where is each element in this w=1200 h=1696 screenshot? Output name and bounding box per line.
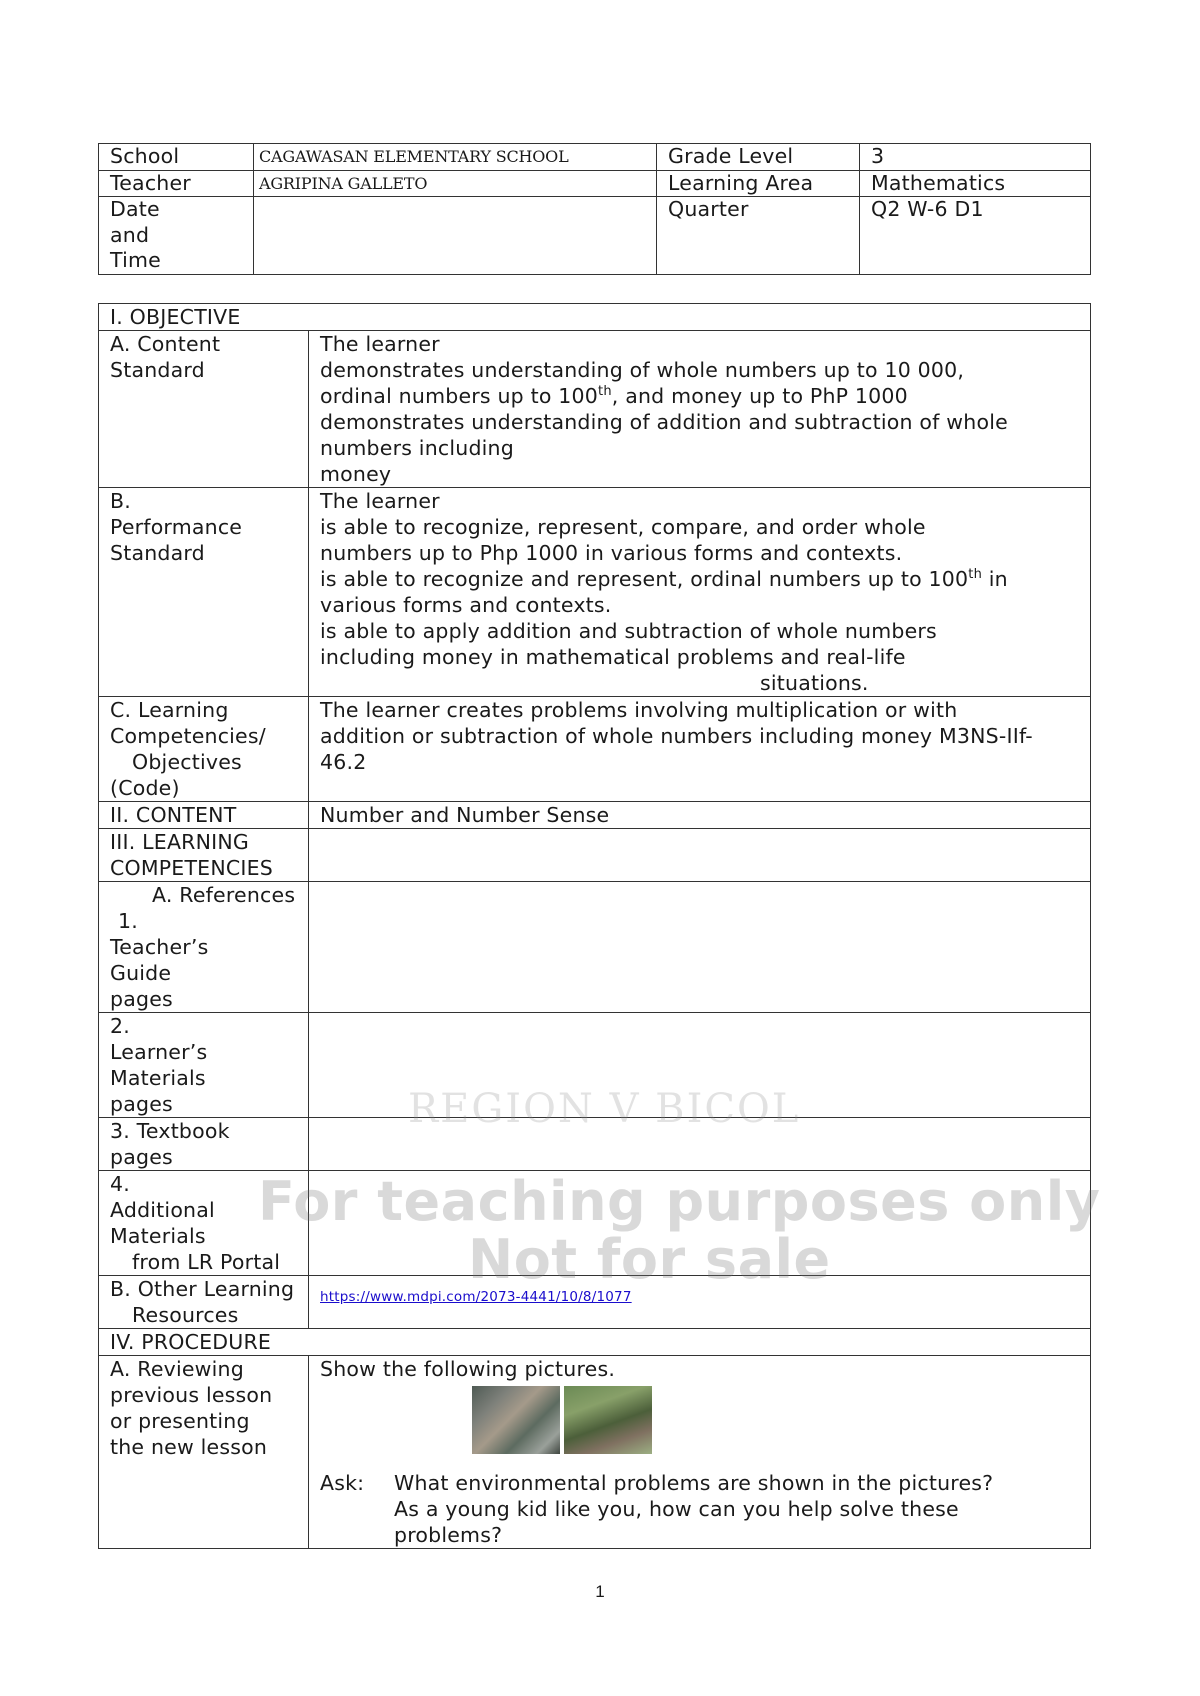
label-line: C. Learning (110, 698, 229, 722)
superscript: th (598, 384, 612, 400)
text-line: numbers up to Php 1000 in various forms and contexts. (320, 541, 903, 565)
text-line: Show the following pictures. (320, 1357, 616, 1381)
other-resources-value (309, 1276, 1091, 1329)
reviewing-label (99, 1356, 309, 1549)
label-line: Resources (132, 1303, 239, 1327)
learning-competencies-text (309, 697, 1091, 802)
label-line: Additional (110, 1198, 215, 1222)
text-line: The learner creates problems involving multiplication or with (320, 698, 958, 722)
text-line: demonstrates understanding of whole numbers up to 10 000, (320, 358, 965, 382)
ask-block (320, 1470, 1079, 1548)
label-line: Competencies/ (110, 724, 266, 748)
flood-photo (472, 1386, 560, 1454)
ask-questions (394, 1470, 1079, 1548)
label-line: previous lesson (110, 1383, 273, 1407)
label-line: COMPETENCIES (110, 856, 273, 880)
label-line: pages (110, 1145, 173, 1169)
text-line: demonstrates understanding of addition and subtraction of whole (320, 410, 1008, 434)
text-line: , and money up to PhP 1000 (611, 384, 908, 408)
text-line: various forms and contexts. (320, 593, 612, 617)
superscript: th (968, 567, 983, 583)
content-label: II. CONTENT (99, 802, 309, 829)
quarter-label: Quarter (657, 197, 860, 275)
label-line: Standard (110, 541, 205, 565)
content-standard-text (309, 331, 1091, 488)
label-line: Standard (110, 358, 205, 382)
label-line: Performance (110, 515, 243, 539)
text-line: addition or subtraction of whole numbers including money M3NS-IIf- (320, 724, 1033, 748)
lesson-plan-table (98, 303, 1091, 1549)
text-line: 46.2 (320, 750, 367, 774)
text-line: What environmental problems are shown in the pictures? (394, 1471, 994, 1495)
reviewing-text (309, 1356, 1091, 1549)
date-label-line: and (110, 222, 150, 247)
label-line: Objectives (132, 750, 242, 774)
learning-competencies-label (99, 697, 309, 802)
label-line: Learner’s (110, 1040, 208, 1064)
label-line: Guide (110, 961, 172, 985)
text-line: is able to apply addition and subtraction of whole numbers (320, 619, 937, 643)
label-line: III. LEARNING (110, 830, 250, 854)
label-line: B. (110, 489, 131, 513)
text-line: in (982, 567, 1008, 591)
watermark-line-2: Not for sale (468, 1228, 831, 1291)
performance-standard-label (99, 488, 309, 697)
label-line: or presenting (110, 1409, 250, 1433)
date-time-value (254, 197, 657, 275)
label-line: 1. (118, 909, 138, 933)
date-label-line: Date (110, 197, 160, 221)
date-time-label (99, 197, 254, 275)
watermark-line-1: For teaching purposes only (258, 1170, 1101, 1233)
ask-label: Ask: (320, 1471, 365, 1495)
label-line: the new lesson (110, 1435, 268, 1459)
performance-standard-text (309, 488, 1091, 697)
label-line: (Code) (110, 776, 180, 800)
learning-resources-label (99, 829, 309, 882)
text-line: money (320, 462, 392, 486)
watermark-region: REGION V BICOL (408, 1086, 801, 1132)
learning-resources-value (309, 829, 1091, 882)
text-line: As a young kid like you, how can you help solve these (394, 1497, 959, 1521)
teacher-value: AGRIPINA GALLETO (254, 170, 657, 197)
label-line: 4. (110, 1172, 130, 1196)
text-line: including money in mathematical problems and real-life (320, 645, 906, 669)
text-line: is able to recognize, represent, compare, and order whole (320, 515, 926, 539)
quarter-value: Q2 W-6 D1 (860, 197, 1091, 275)
label-line: pages (110, 1092, 173, 1116)
text-line: problems? (394, 1523, 503, 1547)
grade-level-value: 3 (860, 144, 1091, 171)
text-line: numbers including (320, 436, 514, 460)
grade-level-label: Grade Level (657, 144, 860, 171)
label-line: pages (110, 987, 173, 1011)
learning-area-label: Learning Area (657, 170, 860, 197)
text-line: is able to recognize and represent, ordinal numbers up to 100 (320, 567, 969, 591)
pictures-row (320, 1384, 1079, 1456)
content-value: Number and Number Sense (309, 802, 1091, 829)
label-line: from LR Portal (132, 1250, 281, 1274)
page-number: 1 (595, 1582, 605, 1601)
textbook-label (99, 1118, 309, 1171)
teachers-guide-label (99, 882, 309, 1013)
label-line: A. Reviewing (110, 1357, 244, 1381)
label-line: Materials (110, 1224, 206, 1248)
label-line: 2. (110, 1014, 130, 1038)
date-label-line: Time (110, 248, 161, 272)
text-line: The learner (320, 332, 440, 356)
learners-materials-value (309, 1013, 1091, 1118)
label-line: A. Content (110, 332, 221, 356)
school-value: CAGAWASAN ELEMENTARY SCHOOL (254, 144, 657, 171)
label-line: B. Other Learning (110, 1277, 295, 1301)
learning-area-value: Mathematics (860, 170, 1091, 197)
additional-materials-value (309, 1171, 1091, 1276)
learners-materials-label (99, 1013, 309, 1118)
label-line: A. References (152, 883, 296, 907)
teacher-label: Teacher (99, 170, 254, 197)
teachers-guide-value (309, 882, 1091, 1013)
content-standard-label (99, 331, 309, 488)
text-line: The learner (320, 489, 440, 513)
label-line: Teacher’s (110, 935, 209, 959)
other-resources-label (99, 1276, 309, 1329)
procedure-header: IV. PROCEDURE (99, 1329, 1091, 1356)
text-line: situations. (760, 671, 869, 695)
school-label: School (99, 144, 254, 171)
school-info-table (98, 143, 1091, 275)
label-line: 3. Textbook (110, 1119, 230, 1143)
additional-materials-label (99, 1171, 309, 1276)
other-resources-link[interactable]: https://www.mdpi.com/2073-4441/10/8/1077 (320, 1289, 632, 1305)
objective-header: I. OBJECTIVE (99, 304, 1091, 331)
landslide-photo (564, 1386, 652, 1454)
label-line: Materials (110, 1066, 206, 1090)
text-line: ordinal numbers up to 100 (320, 384, 599, 408)
textbook-value (309, 1118, 1091, 1171)
